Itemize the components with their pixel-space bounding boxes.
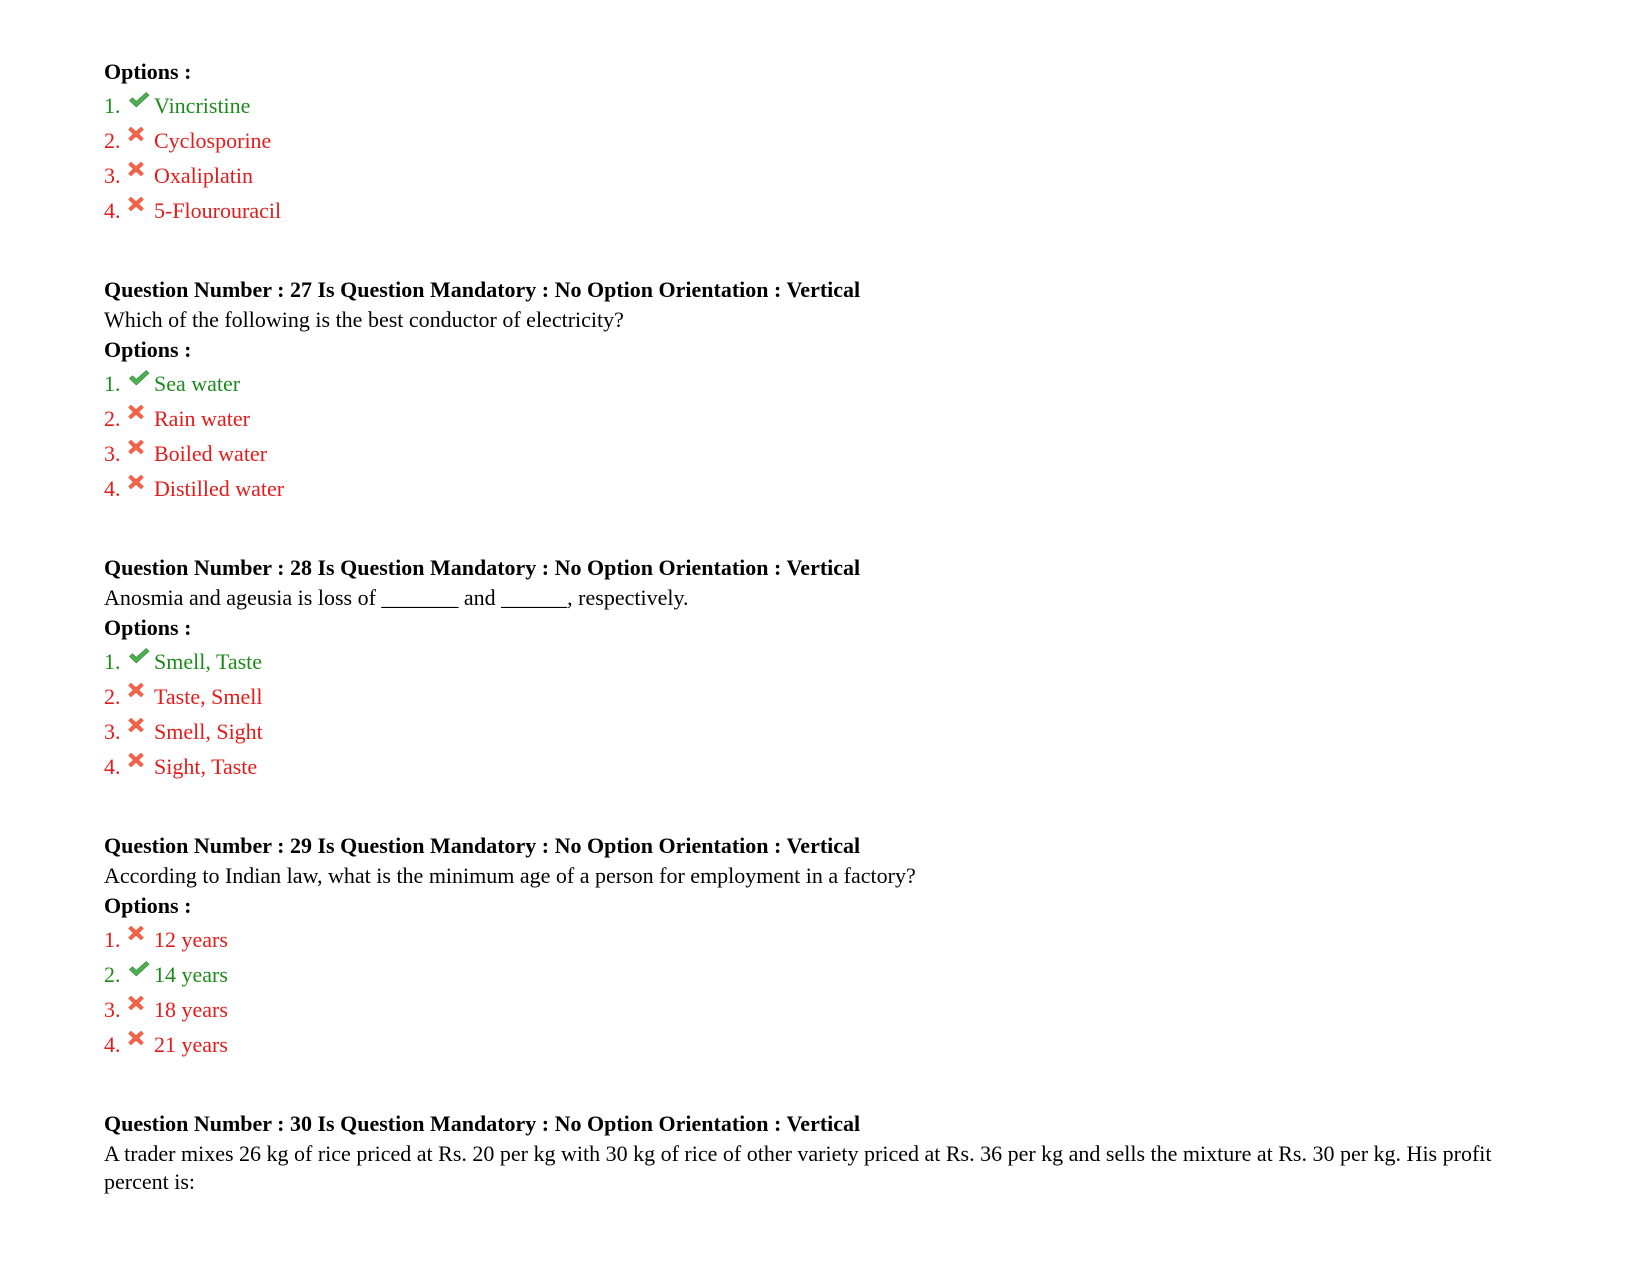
cross-icon <box>128 682 154 704</box>
options-list <box>104 366 1554 506</box>
question-28 <box>104 552 1554 784</box>
option-text: Distilled water <box>154 476 285 501</box>
option-number: 4. <box>104 476 121 501</box>
option-text: Oxaliplatin <box>154 163 253 188</box>
options-list <box>104 644 1554 784</box>
check-icon <box>128 91 154 113</box>
option-number: 4. <box>104 754 121 779</box>
cross-icon <box>128 925 154 947</box>
options-label: Options : <box>104 337 192 362</box>
option-number: 3. <box>104 163 121 188</box>
option-item <box>104 992 1554 1027</box>
cross-icon <box>128 439 154 461</box>
option-number: 1. <box>104 371 121 396</box>
cross-icon <box>128 161 154 183</box>
cross-icon <box>128 752 154 774</box>
option-text: 5-Flourouracil <box>154 198 282 223</box>
option-text: Vincristine <box>154 93 251 118</box>
check-icon <box>128 647 154 669</box>
option-text: Sea water <box>154 371 241 396</box>
question-29 <box>104 830 1554 1062</box>
option-number: 3. <box>104 997 121 1022</box>
option-item <box>104 401 1554 436</box>
option-number: 1. <box>104 93 121 118</box>
question-header: Question Number : 30 Is Question Mandatory : No Option Orientation : Vertical <box>104 1111 861 1136</box>
options-label: Options : <box>104 893 192 918</box>
question-header: Question Number : 28 Is Question Mandatory : No Option Orientation : Vertical <box>104 555 861 580</box>
option-number: 2. <box>104 128 121 153</box>
cross-icon <box>128 474 154 496</box>
option-number: 2. <box>104 406 121 431</box>
option-text: Smell, Taste <box>154 649 263 674</box>
option-text: Boiled water <box>154 441 268 466</box>
check-icon <box>128 369 154 391</box>
option-item <box>104 1027 1554 1062</box>
option-item <box>104 436 1554 471</box>
question-paper-page <box>104 56 1554 1196</box>
option-number: 4. <box>104 1032 121 1057</box>
option-item <box>104 922 1554 957</box>
option-item <box>104 679 1554 714</box>
option-text: Smell, Sight <box>154 719 263 744</box>
option-number: 2. <box>104 962 121 987</box>
option-number: 1. <box>104 927 121 952</box>
options-list <box>104 922 1554 1062</box>
cross-icon <box>128 404 154 426</box>
option-item <box>104 471 1554 506</box>
options-label: Options : <box>104 59 192 84</box>
option-number: 3. <box>104 441 121 466</box>
question-header: Question Number : 29 Is Question Mandatory : No Option Orientation : Vertical <box>104 833 861 858</box>
option-number: 1. <box>104 649 121 674</box>
option-item <box>104 366 1554 401</box>
option-item <box>104 714 1554 749</box>
option-text: Rain water <box>154 406 250 431</box>
options-list <box>104 88 1554 228</box>
cross-icon <box>128 995 154 1017</box>
option-text: 14 years <box>154 962 228 987</box>
cross-icon <box>128 1030 154 1052</box>
cross-icon <box>128 126 154 148</box>
option-text: Sight, Taste <box>154 754 258 779</box>
option-text: 18 years <box>154 997 228 1022</box>
option-text: 21 years <box>154 1032 228 1057</box>
options-label: Options : <box>104 615 192 640</box>
option-text: 12 years <box>154 927 228 952</box>
question-text: Which of the following is the best conductor of electricity? <box>104 307 624 332</box>
option-number: 4. <box>104 198 121 223</box>
cross-icon <box>128 196 154 218</box>
option-item <box>104 158 1554 193</box>
leading-options-block <box>104 56 1554 228</box>
option-item <box>104 88 1554 123</box>
option-item <box>104 644 1554 679</box>
option-number: 3. <box>104 719 121 744</box>
option-item <box>104 123 1554 158</box>
option-text: Taste, Smell <box>154 684 263 709</box>
option-item <box>104 749 1554 784</box>
question-header: Question Number : 27 Is Question Mandatory : No Option Orientation : Vertical <box>104 277 861 302</box>
check-icon <box>128 960 154 982</box>
option-item <box>104 193 1554 228</box>
option-text: Cyclosporine <box>154 128 272 153</box>
question-text: According to Indian law, what is the minimum age of a person for employment in a factory? <box>104 863 916 888</box>
cross-icon <box>128 717 154 739</box>
question-27 <box>104 274 1554 506</box>
option-number: 2. <box>104 684 121 709</box>
question-text: A trader mixes 26 kg of rice priced at Rs. 20 per kg with 30 kg of rice of other variety priced at Rs. 36 per kg and sells the mixture at Rs. 30 per kg. His profit percent is: <box>104 1141 1492 1194</box>
option-item <box>104 957 1554 992</box>
question-text: Anosmia and ageusia is loss of _______ and ______, respectively. <box>104 585 689 610</box>
question-30 <box>104 1108 1554 1196</box>
